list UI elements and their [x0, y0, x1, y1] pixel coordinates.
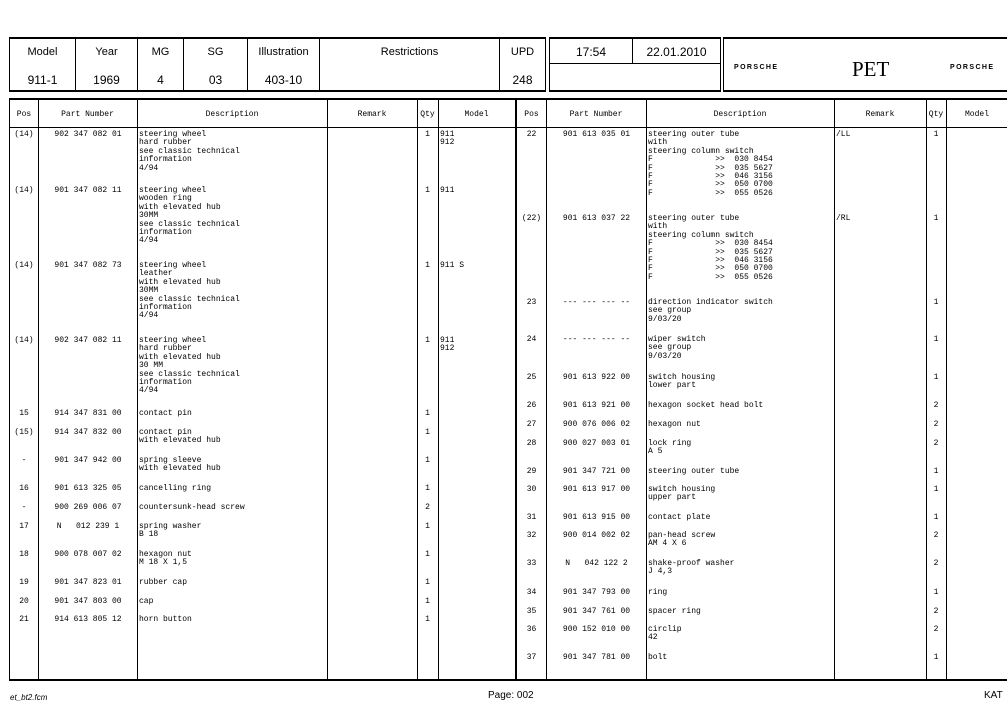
col-remark-header: Remark [357, 110, 387, 119]
header-illustration [248, 39, 320, 90]
cell-desc: cancelling ring [139, 484, 212, 493]
cell-pos: 32 [526, 531, 537, 540]
cell-qty: 1 [425, 522, 430, 531]
cell-qty: 1 [933, 214, 939, 223]
cell-qty: 1 [933, 373, 939, 382]
header-brand-block [723, 37, 1007, 92]
cell-qty: 1 [425, 456, 430, 465]
cell-desc: steering wheel wooden ring with elevated hub 30MM see classic technical information 4/94 [139, 186, 240, 246]
cell-pos: 18 [19, 550, 29, 559]
cell-desc: steering outer tube with steering column switch F >> 030 8454 F >> 035 5627 F >> 046 3156 F >> 050 0700 F >> 055 0526 [648, 214, 773, 282]
cell-part: 900 078 007 02 [54, 550, 122, 559]
cell-model: 911 S [440, 261, 465, 270]
col-model-header: Model [464, 110, 489, 119]
cell-remark: /RL [836, 214, 851, 223]
sg-label: SG [207, 46, 224, 58]
cell-pos: 17 [19, 522, 29, 531]
cell-model: 911 912 [440, 130, 455, 148]
col-qty-header: Qty [928, 110, 944, 119]
cell-desc: hexagon nut [648, 420, 701, 429]
col-model-header: Model [964, 110, 989, 119]
cell-pos: (14) [14, 130, 34, 139]
year-value: 1969 [93, 73, 120, 87]
cell-desc: spring sleeve with elevated hub [139, 456, 221, 474]
cell-qty: 1 [425, 484, 430, 493]
cell-pos: 28 [526, 439, 537, 448]
cell-part: --- --- --- -- [562, 335, 631, 344]
cell-qty: 2 [933, 625, 939, 634]
cell-part: 901 347 942 00 [54, 456, 122, 465]
cell-qty: 1 [425, 261, 430, 270]
cell-qty: 2 [933, 439, 939, 448]
cell-part: 901 347 823 01 [54, 578, 122, 587]
cell-qty: 1 [425, 428, 430, 437]
cell-part: 901 613 325 05 [54, 484, 122, 493]
header-date [633, 39, 720, 63]
cell-desc: bolt [648, 653, 668, 662]
cell-pos: (14) [14, 261, 34, 270]
cell-part: 901 347 793 00 [562, 588, 631, 597]
cell-part: 901 613 037 22 [562, 214, 631, 223]
year-label: Year [95, 46, 118, 58]
cell-qty: 2 [933, 531, 939, 540]
mg-value: 4 [157, 73, 164, 87]
col-part-header: Part Number [569, 110, 623, 119]
parts-table-right [516, 98, 1007, 681]
cell-desc: rubber cap [139, 578, 188, 587]
cell-part: 902 347 082 11 [54, 336, 122, 345]
cell-qty: 1 [933, 513, 939, 522]
cell-pos: (14) [14, 186, 34, 195]
cell-desc: steering outer tube [648, 467, 740, 476]
cell-qty: 1 [425, 615, 430, 624]
cell-part: 901 347 082 11 [54, 186, 122, 195]
cell-qty: 1 [933, 485, 939, 494]
cell-desc: steering wheel leather with elevated hub 30MM see classic technical information 4/94 [139, 261, 240, 321]
cell-part: 900 269 006 07 [54, 503, 122, 512]
cell-part: 901 613 035 01 [562, 130, 631, 139]
cell-desc: horn button [139, 615, 192, 624]
cell-desc: steering wheel hard rubber see classic technical information 4/94 [139, 130, 240, 173]
cell-desc: hexagon socket head bolt [648, 401, 764, 410]
cell-pos: 23 [526, 298, 537, 307]
cell-desc: countersunk-head screw [139, 503, 245, 512]
cell-part: 901 613 921 00 [562, 401, 631, 410]
cell-part: 914 613 805 12 [54, 615, 122, 624]
cell-pos: 37 [526, 653, 537, 662]
header-timestamp-block [549, 37, 721, 92]
cell-part: 900 014 002 02 [562, 531, 631, 540]
header-time [550, 39, 633, 63]
cell-part: 900 076 006 02 [562, 420, 631, 429]
cell-qty: 2 [425, 503, 430, 512]
cell-qty: 1 [425, 130, 430, 139]
cell-pos: (15) [14, 428, 34, 437]
cell-part: 901 613 915 00 [562, 513, 631, 522]
cell-desc: lock ring A 5 [648, 439, 692, 457]
cell-desc: shake-proof washer J 4,3 [648, 559, 735, 577]
cell-part: 901 613 917 00 [562, 485, 631, 494]
cell-qty: 1 [425, 578, 430, 587]
cell-pos: 27 [526, 420, 537, 429]
cell-qty: 1 [933, 653, 939, 662]
cell-model: 911 912 [440, 336, 455, 354]
cell-qty: 2 [933, 420, 939, 429]
cell-part: 901 347 803 00 [54, 597, 122, 606]
cell-qty: 1 [933, 298, 939, 307]
cell-remark: /LL [836, 130, 851, 139]
cell-part: N 012 239 1 [56, 522, 120, 531]
cell-pos: 21 [19, 615, 29, 624]
cell-qty: 1 [933, 588, 939, 597]
upd-value: 248 [512, 73, 533, 87]
header-mg [138, 39, 184, 90]
col-pos-header: Pos [16, 110, 32, 119]
time-value: 17:54 [575, 45, 607, 59]
header-restrictions [320, 39, 500, 90]
cell-desc: switch housing upper part [648, 485, 716, 503]
cell-part: 900 027 003 01 [562, 439, 631, 448]
cell-pos: 34 [526, 588, 537, 597]
cell-qty: 1 [425, 409, 430, 418]
cell-part: 901 347 781 00 [562, 653, 631, 662]
header-upd [500, 39, 545, 90]
cell-desc: spring washer B 18 [139, 522, 202, 540]
model-label: Model [27, 46, 58, 58]
footer-catalog-label: KAT [984, 690, 1003, 701]
cell-pos: 26 [526, 401, 537, 410]
cell-qty: 1 [933, 130, 939, 139]
cell-desc: steering outer tube with steering column switch F >> 030 8454 F >> 035 5627 F >> 046 3156 F >> 050 0700 F >> 055 0526 [648, 130, 773, 198]
cell-part: 902 347 082 01 [54, 130, 122, 139]
footer-filename: et_bt2.fcm [10, 693, 48, 702]
header-sg [184, 39, 248, 90]
cell-part: 914 347 831 00 [54, 409, 122, 418]
cell-pos: 33 [526, 559, 537, 568]
col-pos-header: Pos [524, 110, 539, 119]
illustration-value: 403-10 [264, 73, 303, 87]
cell-desc: wiper switch see group 9/03/20 [648, 335, 706, 361]
cell-part: 900 152 010 00 [562, 625, 631, 634]
cell-qty: 2 [933, 401, 939, 410]
cell-desc: spacer ring [648, 607, 701, 616]
cell-pos: (14) [14, 336, 34, 345]
cell-pos: 20 [19, 597, 29, 606]
mg-label: MG [151, 46, 170, 58]
cell-part: 901 347 761 00 [562, 607, 631, 616]
cell-desc: ring [648, 588, 668, 597]
cell-part: N 042 122 2 [565, 559, 628, 568]
cell-part: 914 347 832 00 [54, 428, 122, 437]
cell-pos: 29 [526, 467, 537, 476]
cell-desc: contact plate [648, 513, 711, 522]
cell-desc: direction indicator switch see group 9/03/20 [648, 298, 773, 324]
sg-value: 03 [208, 73, 223, 87]
cell-pos: 22 [526, 130, 537, 139]
illustration-label: Illustration [258, 46, 309, 58]
header-year [76, 39, 138, 90]
cell-pos: 25 [526, 373, 537, 382]
col-description-header: Description [713, 110, 767, 119]
cell-desc: contact pin [139, 409, 192, 418]
cell-part: 901 347 082 73 [54, 261, 122, 270]
restrictions-label: Restrictions [380, 46, 439, 58]
header-model [10, 39, 76, 90]
header-info-block [9, 37, 546, 92]
cell-qty: 1 [425, 550, 430, 559]
model-value: 911-1 [27, 73, 58, 87]
cell-part: --- --- --- -- [562, 298, 631, 307]
cell-pos: 16 [19, 484, 29, 493]
col-qty-header: Qty [420, 110, 435, 119]
cell-qty: 2 [933, 607, 939, 616]
cell-desc: cap [139, 597, 154, 606]
cell-part: 901 613 922 00 [562, 373, 631, 382]
cell-desc: circlip 42 [648, 625, 682, 643]
cell-qty: 1 [933, 467, 939, 476]
cell-pos: 36 [526, 625, 537, 634]
cell-desc: switch housing lower part [648, 373, 716, 391]
porsche-logo-left: PORSCHE [734, 64, 779, 71]
cell-pos: 19 [19, 578, 29, 587]
page-header [9, 37, 1007, 92]
cell-pos: - [21, 503, 27, 512]
cell-desc: hexagon nut M 18 X 1,5 [139, 550, 192, 568]
col-remark-header: Remark [865, 110, 895, 119]
footer-page-number: Page: 002 [488, 690, 534, 701]
porsche-logo-right: PORSCHE [950, 64, 995, 71]
cell-qty: 1 [425, 336, 430, 345]
col-part-header: Part Number [61, 110, 114, 119]
cell-pos: 35 [526, 607, 537, 616]
cell-pos: (22) [521, 214, 542, 223]
parts-table-left [9, 98, 516, 681]
cell-qty: 1 [425, 597, 430, 606]
cell-desc: pan-head screw AM 4 X 6 [648, 531, 716, 549]
date-value: 22.01.2010 [646, 45, 707, 59]
cell-pos: - [21, 456, 27, 465]
cell-pos: 31 [526, 513, 537, 522]
cell-desc: steering wheel hard rubber with elevated hub 30 MM see classic technical information 4/94 [139, 336, 240, 396]
cell-pos: 15 [19, 409, 29, 418]
cell-pos: 30 [526, 485, 537, 494]
cell-qty: 1 [933, 335, 939, 344]
cell-pos: 24 [526, 335, 537, 344]
upd-label: UPD [510, 46, 535, 58]
cell-desc: contact pin with elevated hub [139, 428, 221, 446]
cell-qty: 2 [933, 559, 939, 568]
cell-qty: 1 [425, 186, 430, 195]
cell-model: 911 [440, 186, 455, 195]
col-description-header: Description [205, 110, 259, 119]
cell-part: 901 347 721 00 [562, 467, 631, 476]
pet-title: PET [852, 57, 890, 81]
